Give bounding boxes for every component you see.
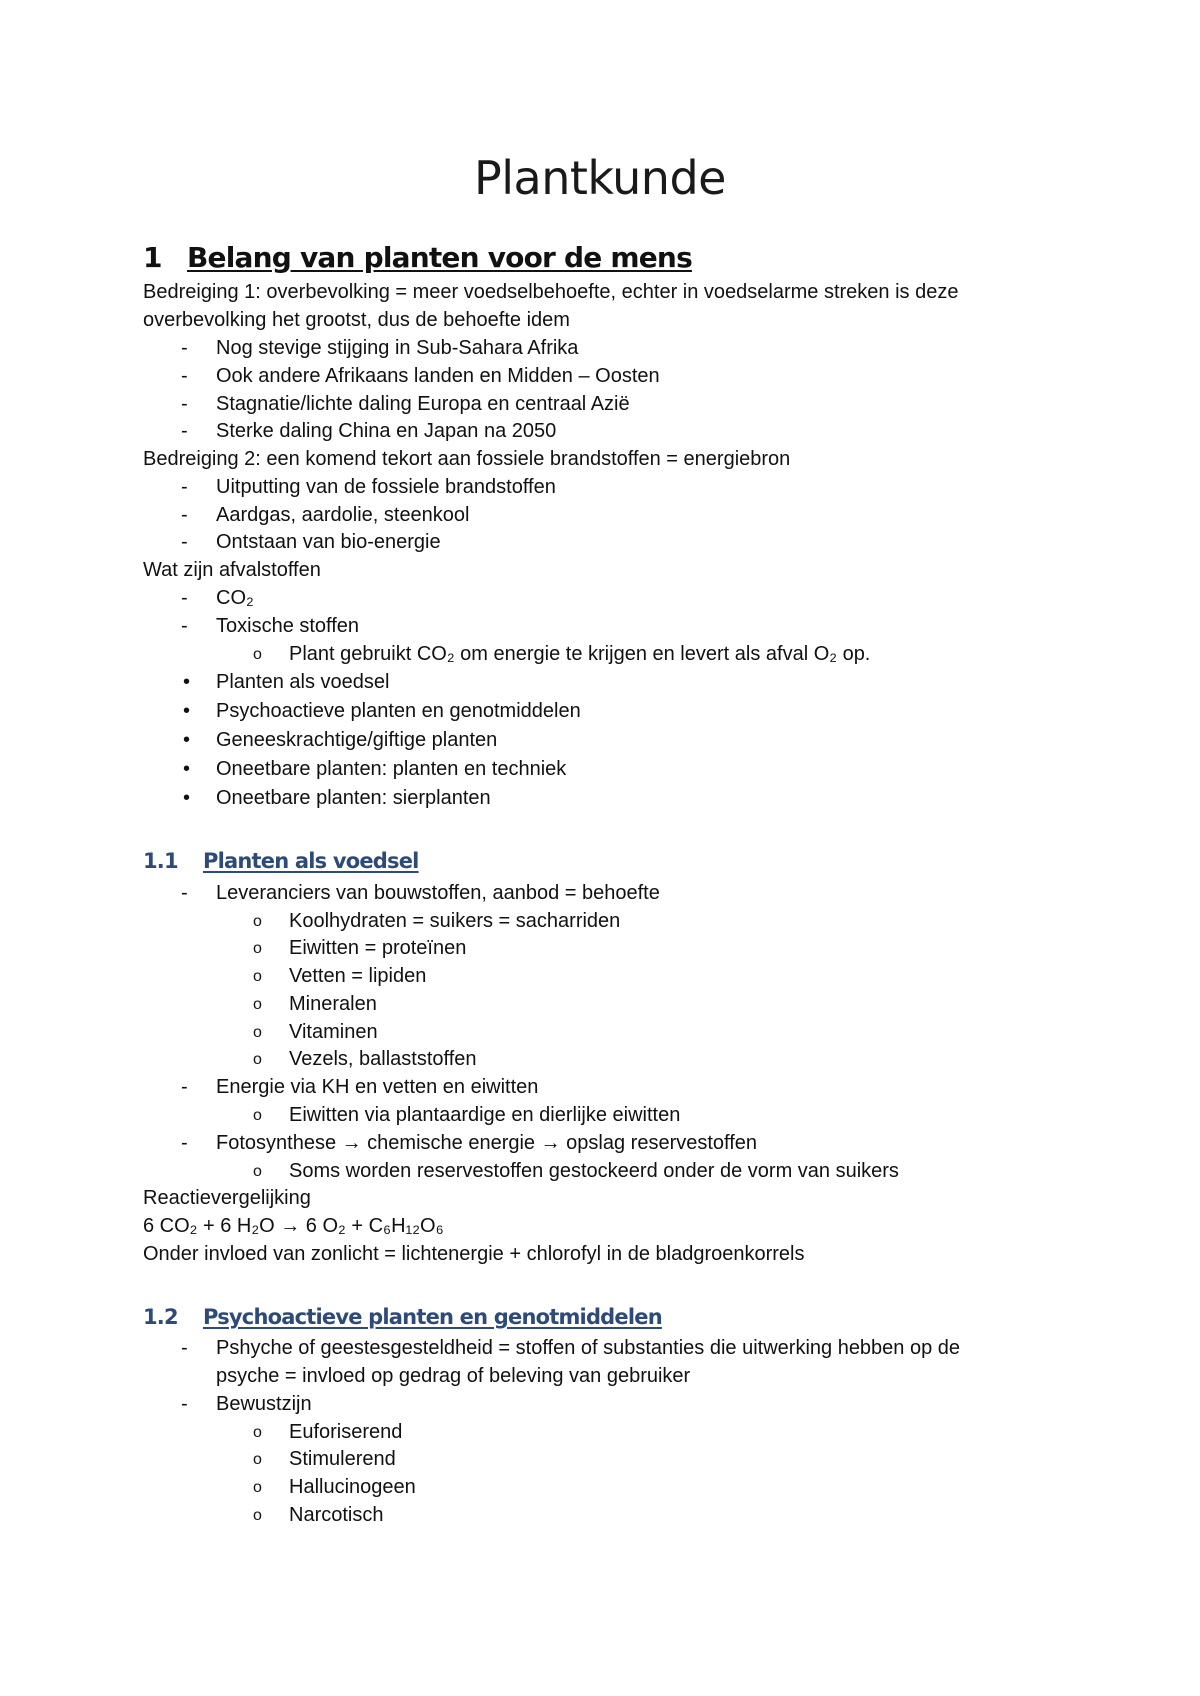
circle-marker: o [253,1507,262,1524]
paragraph-bedreiging-1-cont: overbevolking het grootst, dus de behoefte idem [143,309,570,331]
dash-marker: - [181,882,188,904]
dash-marker: - [181,1337,188,1359]
list-item: Aardgas, aardolie, steenkool [216,504,470,526]
circle-marker: o [253,1024,262,1041]
paragraph-reactievergelijking: Reactievergelijking [143,1187,311,1209]
bullet-marker: • [183,700,191,722]
dash-marker: - [181,615,188,637]
section-title: Psychoactieve planten en genotmiddelen [203,1305,662,1329]
section-1-heading [143,240,692,276]
circle-marker: o [253,968,262,985]
paragraph-zonlicht: Onder invloed van zonlicht = lichtenergie + chlorofyl in de bladgroenkorrels [143,1243,805,1265]
paragraph-bedreiging-2: Bedreiging 2: een komend tekort aan fossiele brandstoffen = energiebron [143,448,791,470]
section-title: Belang van planten voor de mens [187,241,692,274]
sub-list-item: Euforiserend [289,1421,403,1443]
reaction-equation: 6 CO₂ + 6 H₂O → 6 O₂ + C₆H₁₂O₆ [143,1215,444,1237]
list-item: Leveranciers van bouwstoffen, aanbod = behoefte [216,882,660,904]
bullet-item: Geneeskrachtige/giftige planten [216,729,498,751]
list-item: Ontstaan van bio-energie [216,531,441,553]
list-item: Bewustzijn [216,1393,312,1415]
circle-marker: o [253,1163,262,1180]
section-title: Planten als voedsel [203,849,419,873]
dash-marker: - [181,476,188,498]
sub-list-item: Eiwitten = proteïnen [289,937,467,959]
paragraph-afvalstoffen: Wat zijn afvalstoffen [143,559,321,581]
sub-list-item: Plant gebruikt CO₂ om energie te krijgen en levert als afval O₂ op. [289,643,871,665]
sub-list-item: Vezels, ballaststoffen [289,1048,477,1070]
section-number: 1.2 [143,1305,178,1329]
dash-marker: - [181,504,188,526]
list-item: Stagnatie/lichte daling Europa en centraal Azië [216,393,630,415]
sub-list-item: Vitaminen [289,1021,378,1043]
circle-marker: o [253,1479,262,1496]
paragraph-bedreiging-1: Bedreiging 1: overbevolking = meer voedselbehoefte, echter in voedselarme streken is deze [143,281,959,303]
bullet-marker: • [183,787,191,809]
bullet-item: Psychoactieve planten en genotmiddelen [216,700,581,722]
dash-marker: - [181,531,188,553]
dash-marker: - [181,420,188,442]
dash-marker: - [181,1132,188,1154]
dash-marker: - [181,393,188,415]
circle-marker: o [253,1424,262,1441]
circle-marker: o [253,913,262,930]
list-item: Toxische stoffen [216,615,360,637]
sub-list-item: Stimulerend [289,1448,396,1470]
sub-list-item: Hallucinogeen [289,1476,416,1498]
list-item: Uitputting van de fossiele brandstoffen [216,476,556,498]
dash-marker: - [181,1076,188,1098]
circle-marker: o [253,1107,262,1124]
dash-marker: - [181,337,188,359]
sub-list-item: Vetten = lipiden [289,965,427,987]
list-item: Fotosynthese → chemische energie → opslag reservestoffen [216,1132,758,1154]
list-item-cont: psyche = invloed op gedrag of beleving van gebruiker [216,1365,691,1387]
dash-marker: - [181,1393,188,1415]
circle-marker: o [253,996,262,1013]
list-item: CO₂ [216,587,254,609]
bullet-item: Oneetbare planten: sierplanten [216,787,491,809]
list-item: Energie via KH en vetten en eiwitten [216,1076,539,1098]
list-item: Sterke daling China en Japan na 2050 [216,420,557,442]
list-item: Ook andere Afrikaans landen en Midden – Oosten [216,365,660,387]
sub-list-item: Mineralen [289,993,377,1015]
circle-marker: o [253,1051,262,1068]
section-number: 1.1 [143,849,178,873]
section-1-1-heading [143,846,419,876]
circle-marker: o [253,940,262,957]
bullet-marker: • [183,671,191,693]
sub-list-item: Soms worden reservestoffen gestockeerd onder de vorm van suikers [289,1160,899,1182]
circle-marker: o [253,1451,262,1468]
list-item: Pshyche of geestesgesteldheid = stoffen of substanties die uitwerking hebben op de [216,1337,961,1359]
dash-marker: - [181,365,188,387]
page-title: Plantkunde [474,151,726,205]
section-number: 1 [143,241,162,274]
bullet-marker: • [183,729,191,751]
section-1-2-heading [143,1302,662,1332]
sub-list-item: Koolhydraten = suikers = sacharriden [289,910,621,932]
sub-list-item: Eiwitten via plantaardige en dierlijke eiwitten [289,1104,681,1126]
dash-marker: - [181,587,188,609]
sub-list-item: Narcotisch [289,1504,384,1526]
list-item: Nog stevige stijging in Sub-Sahara Afrika [216,337,579,359]
bullet-marker: • [183,758,191,780]
bullet-item: Oneetbare planten: planten en techniek [216,758,567,780]
bullet-item: Planten als voedsel [216,671,390,693]
circle-marker: o [253,646,262,663]
